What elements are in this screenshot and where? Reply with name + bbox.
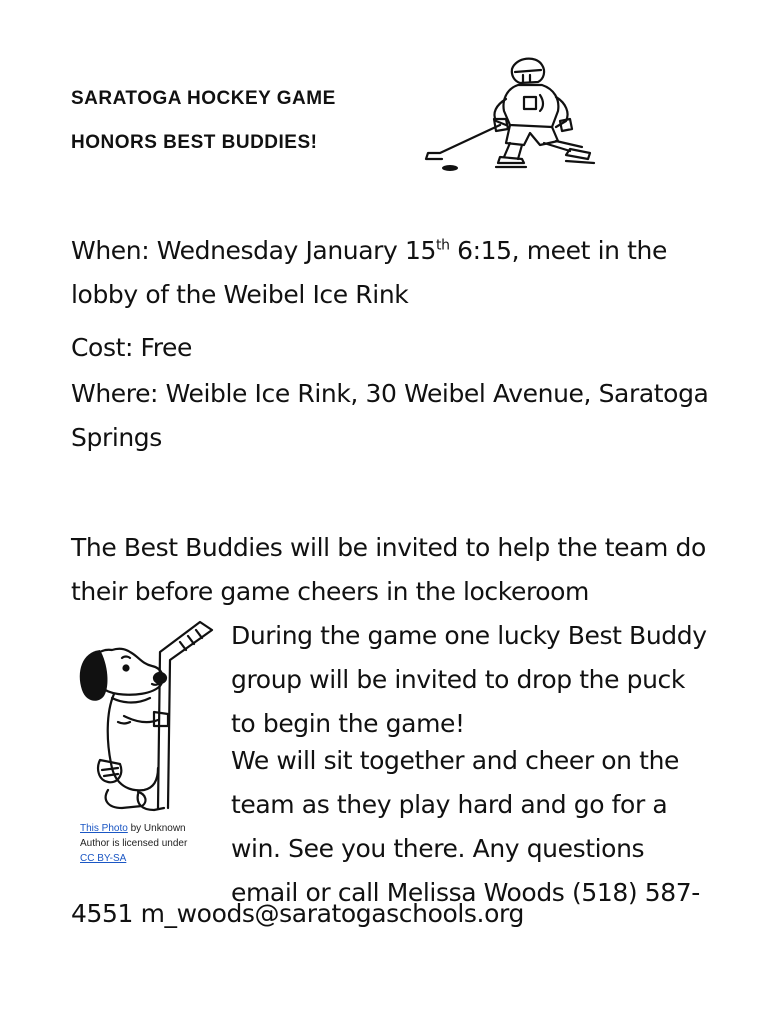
- license-link[interactable]: CC BY-SA: [80, 853, 127, 864]
- contact-line: 4551 m_woods@saratogaschools.org: [71, 899, 524, 928]
- hockey-player-icon: [420, 55, 650, 175]
- snoopy-hockey-icon: [68, 612, 220, 822]
- event-when: When: Wednesday January 15th 6:15, meet in the lobby of the Weibel Ice Rink: [71, 236, 667, 309]
- photo-credit: This Photo by Unknown Author is licensed under CC BY-SA: [80, 823, 188, 864]
- event-where: Where: Weible Ice Rink, 30 Weibel Avenue, Saratoga Springs: [71, 379, 709, 452]
- photo-link[interactable]: This Photo: [80, 823, 128, 834]
- cheer-paragraph: We will sit together and cheer on the team as they play hard and go for a win. See you there. Any questions email or call Melissa Woods (518) 587-: [231, 746, 700, 907]
- buddies-paragraph: The Best Buddies will be invited to help the team do their before game cheers in the lockeroom: [71, 533, 706, 606]
- event-cost: Cost: Free: [71, 333, 193, 362]
- flyer-title-line2: HONORS BEST BUDDIES!: [71, 132, 318, 153]
- puck-drop-paragraph: During the game one lucky Best Buddy group will be invited to drop the puck to begin the game!: [231, 621, 707, 738]
- flyer-title-line1: SARATOGA HOCKEY GAME: [71, 88, 336, 109]
